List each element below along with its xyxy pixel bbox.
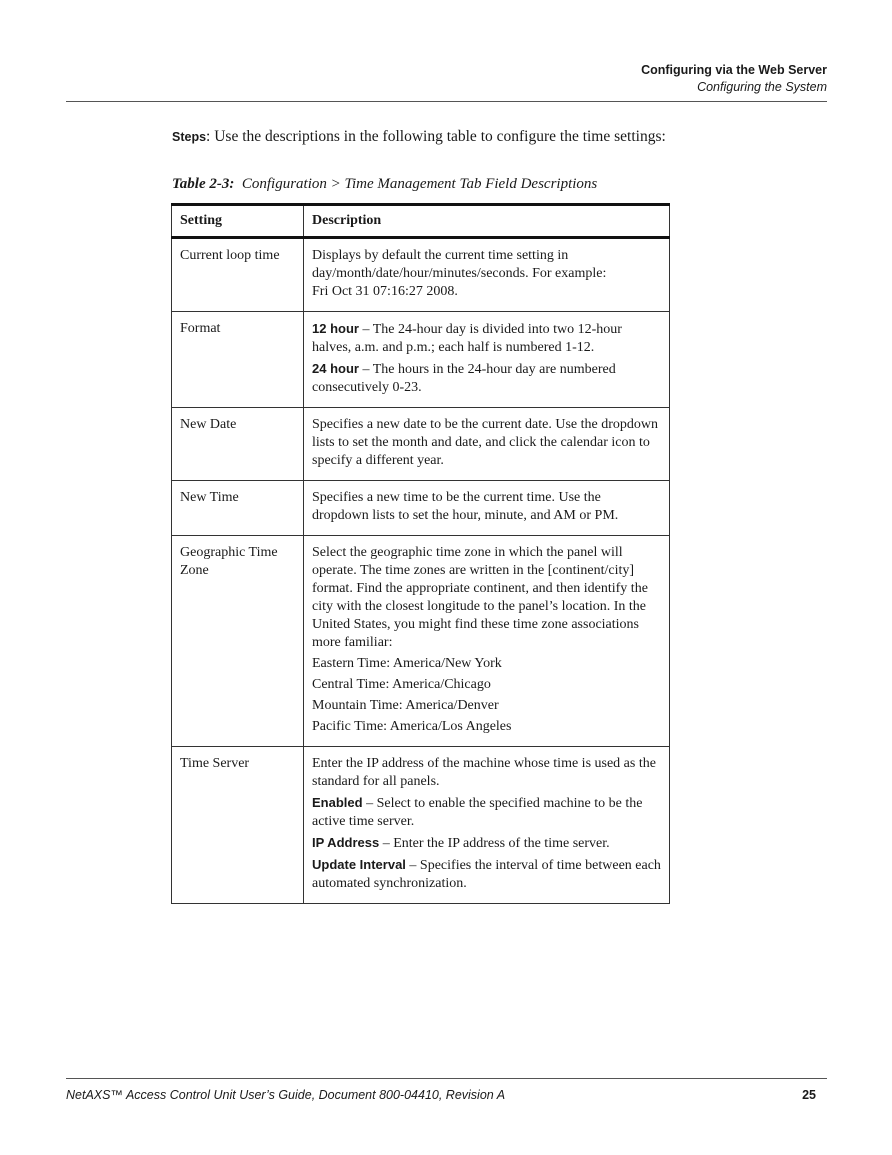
description-cell bbox=[304, 238, 670, 312]
table-header-row bbox=[172, 205, 670, 238]
table-row bbox=[172, 747, 670, 904]
time-zone-association: Eastern Time: America/New York bbox=[312, 656, 502, 671]
table-number: Table 2-3: bbox=[172, 176, 235, 192]
time-zone-association: Mountain Time: America/Denver bbox=[312, 698, 499, 713]
footer-divider bbox=[66, 1078, 827, 1079]
section-title: Configuring the System bbox=[697, 80, 827, 94]
description-text: Select the geographic time zone in which the panel will operate. The time zones are written in the [continent/city] format. Find the appropriate continent, and then identify the city with the closest longitude to the panel’s location. In the United States, you might find these time zone associations more familiar: bbox=[312, 545, 648, 650]
table-row bbox=[172, 408, 670, 481]
item-term: 24 hour bbox=[312, 361, 359, 376]
description-cell: Specifies a new time to be the current time. Use the dropdown lists to set the hour, minute, and AM or PM. bbox=[304, 481, 670, 536]
item-term: Enabled bbox=[312, 795, 363, 810]
column-header-description: Description bbox=[304, 205, 670, 238]
steps-label: Steps bbox=[172, 130, 207, 144]
item-term: IP Address bbox=[312, 835, 380, 850]
time-zone-association: Central Time: America/Chicago bbox=[312, 677, 491, 692]
steps-paragraph bbox=[172, 128, 666, 146]
setting-cell: Time Server bbox=[172, 747, 304, 904]
table-row bbox=[172, 312, 670, 408]
item-text: – The hours in the 24-hour day are numbered consecutively 0-23. bbox=[312, 362, 616, 395]
description-cell bbox=[304, 536, 670, 747]
item-text: – Specifies the interval of time between each automated synchronization. bbox=[312, 858, 661, 891]
description-text: Enter the IP address of the machine whose time is used as the standard for all panels. bbox=[312, 756, 656, 789]
setting-cell: New Date bbox=[172, 408, 304, 481]
description-item bbox=[312, 856, 661, 893]
item-text: – The 24-hour day is divided into two 12-hour halves, a.m. and p.m.; each half is numbered 1-12. bbox=[312, 322, 622, 355]
page-number: 25 bbox=[802, 1088, 816, 1102]
field-descriptions-table bbox=[171, 203, 670, 904]
description-item bbox=[312, 360, 661, 397]
steps-text: : Use the descriptions in the following table to configure the time settings: bbox=[206, 128, 666, 145]
description-cell bbox=[304, 747, 670, 904]
table-row bbox=[172, 536, 670, 747]
item-text: – Enter the IP address of the time server. bbox=[379, 836, 610, 851]
item-term: Update Interval bbox=[312, 857, 406, 872]
document-title: NetAXS™ Access Control Unit User’s Guide, Document 800-04410, Revision A bbox=[66, 1088, 506, 1102]
setting-cell: Geographic Time Zone bbox=[172, 536, 304, 747]
table-row bbox=[172, 481, 670, 536]
chapter-title: Configuring via the Web Server bbox=[641, 63, 827, 77]
description-text: Displays by default the current time setting in day/month/date/hour/minutes/seconds. For example: bbox=[312, 248, 607, 281]
page-footer bbox=[66, 1088, 816, 1102]
table-title: Configuration > Time Management Tab Field Descriptions bbox=[241, 176, 598, 192]
description-item bbox=[312, 794, 661, 831]
setting-cell: Format bbox=[172, 312, 304, 408]
description-example: Fri Oct 31 07:16:27 2008. bbox=[312, 284, 458, 299]
setting-cell: Current loop time bbox=[172, 238, 304, 312]
description-cell: Specifies a new date to be the current date. Use the dropdown lists to set the month and date, and click the calendar icon to specify a different year. bbox=[304, 408, 670, 481]
table-caption bbox=[172, 176, 597, 193]
table-row bbox=[172, 238, 670, 312]
item-term: 12 hour bbox=[312, 321, 359, 336]
item-text: – Select to enable the specified machine to be the active time server. bbox=[312, 796, 643, 829]
time-zone-association: Pacific Time: America/Los Angeles bbox=[312, 719, 512, 734]
column-header-setting: Setting bbox=[172, 205, 304, 238]
description-item bbox=[312, 834, 661, 853]
description-cell bbox=[304, 312, 670, 408]
setting-cell: New Time bbox=[172, 481, 304, 536]
description-item bbox=[312, 320, 661, 357]
page-header bbox=[641, 62, 827, 96]
header-divider bbox=[66, 101, 827, 102]
